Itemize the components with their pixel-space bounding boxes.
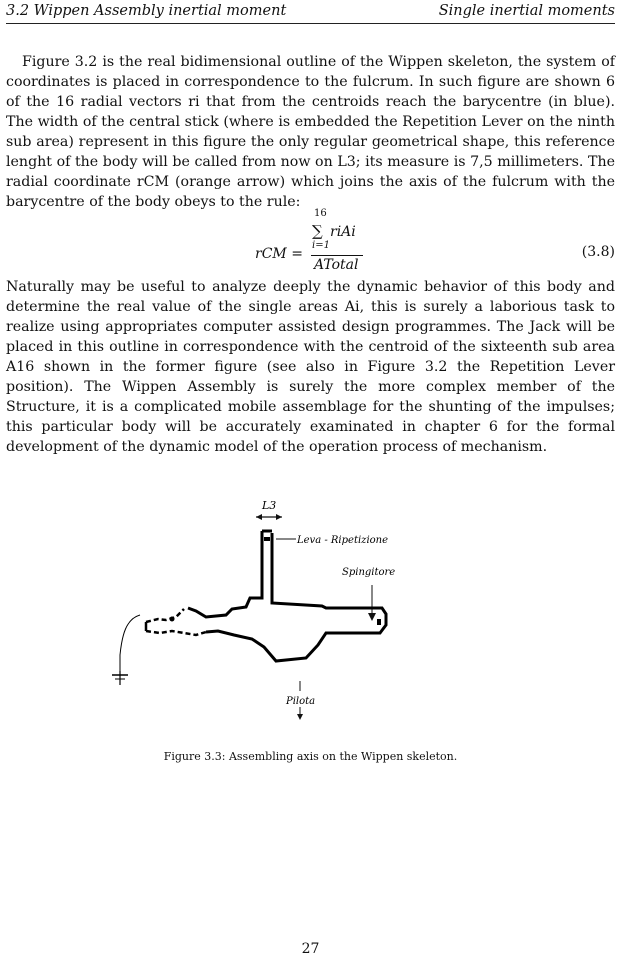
header-chapter-title: Single inertial moments <box>438 3 615 19</box>
sum-symbol: ∑ <box>312 222 323 240</box>
label-leva-ripetizione: Leva - Ripetizione <box>297 535 389 546</box>
sum-upper-limit: 16 <box>314 208 327 219</box>
wippen-skeleton-figure <box>100 495 430 725</box>
equation-number: (3.8) <box>581 244 615 260</box>
spingitore-arrowhead <box>368 613 376 621</box>
equation-numerator <box>308 208 368 251</box>
pilota-arrowhead <box>297 714 303 720</box>
skeleton-left-upper <box>146 609 184 622</box>
label-l3: L3 <box>262 499 277 512</box>
numerator-term: riAi <box>330 224 356 240</box>
equation-denominator: ATotal <box>314 257 359 273</box>
fulcrum-arc <box>120 615 140 675</box>
spingitore-marker <box>377 619 381 625</box>
skeleton-left-lower <box>146 631 206 635</box>
wippen-skeleton-drawing <box>100 495 430 725</box>
header-section-title: 3.2 Wippen Assembly inertial moment <box>6 3 287 19</box>
skeleton-upper-outline <box>188 531 262 617</box>
paragraph-intro: Figure 3.2 is the real bidimensional outline of the Wippen skeleton, the system of coordinates is placed in correspondence to the fulcrum. In such figure are shown 6 of the 16 radial vectors ri that from the centroids reach the barycentre (in blue). The width of the central stick (where is embedded the Repetition Lever on the ninth sub area) represent in this figure the only regular geometrical shape, this reference lenght of the body will be called from now on L3; its measure is 7,5 millimeters. The radial coordinate rCM (orange arrow) which joins the axis of the fulcrum with the barycentre of the body obeys to the rule: <box>6 54 615 210</box>
figure-caption: Figure 3.3: Assembling axis on the Wippen skeleton. <box>163 750 458 763</box>
l3-arrow-right <box>276 514 282 520</box>
fraction-bar <box>311 255 363 256</box>
label-spingitore: Spingitore <box>342 567 396 578</box>
running-header <box>6 3 615 24</box>
sum-lower-limit: i=1 <box>312 240 330 251</box>
page-number: 27 <box>301 941 320 957</box>
l3-arrow-left <box>256 514 262 520</box>
pivot-dot <box>170 617 175 622</box>
equation-lhs: rCM = <box>255 246 303 262</box>
skeleton-right-outline <box>206 533 389 661</box>
leva-marker <box>264 537 270 541</box>
paragraph-analysis: Naturally may be useful to analyze deeply the dynamic behavior of this body and determine the real value of the single areas Ai, this is surely a laborious task to realize using appropriates computer assisted design programmes. The Jack will be placed in this outline in correspondence with the centroid of the sixteenth sub area A16 shown in the former figure (see also in Figure 3.2 the Repetition Lever position). The Wippen Assembly is surely the more complex member of the Structure, it is a complicated mobile assemblage for the shunting of the impulses; this particular body will be accurately examinated in chapter 6 for the formal development of the dynamic model of the operation process of mechanism. <box>6 279 615 455</box>
equation-3-8 <box>0 206 621 274</box>
label-pilota: Pilota <box>286 696 316 707</box>
